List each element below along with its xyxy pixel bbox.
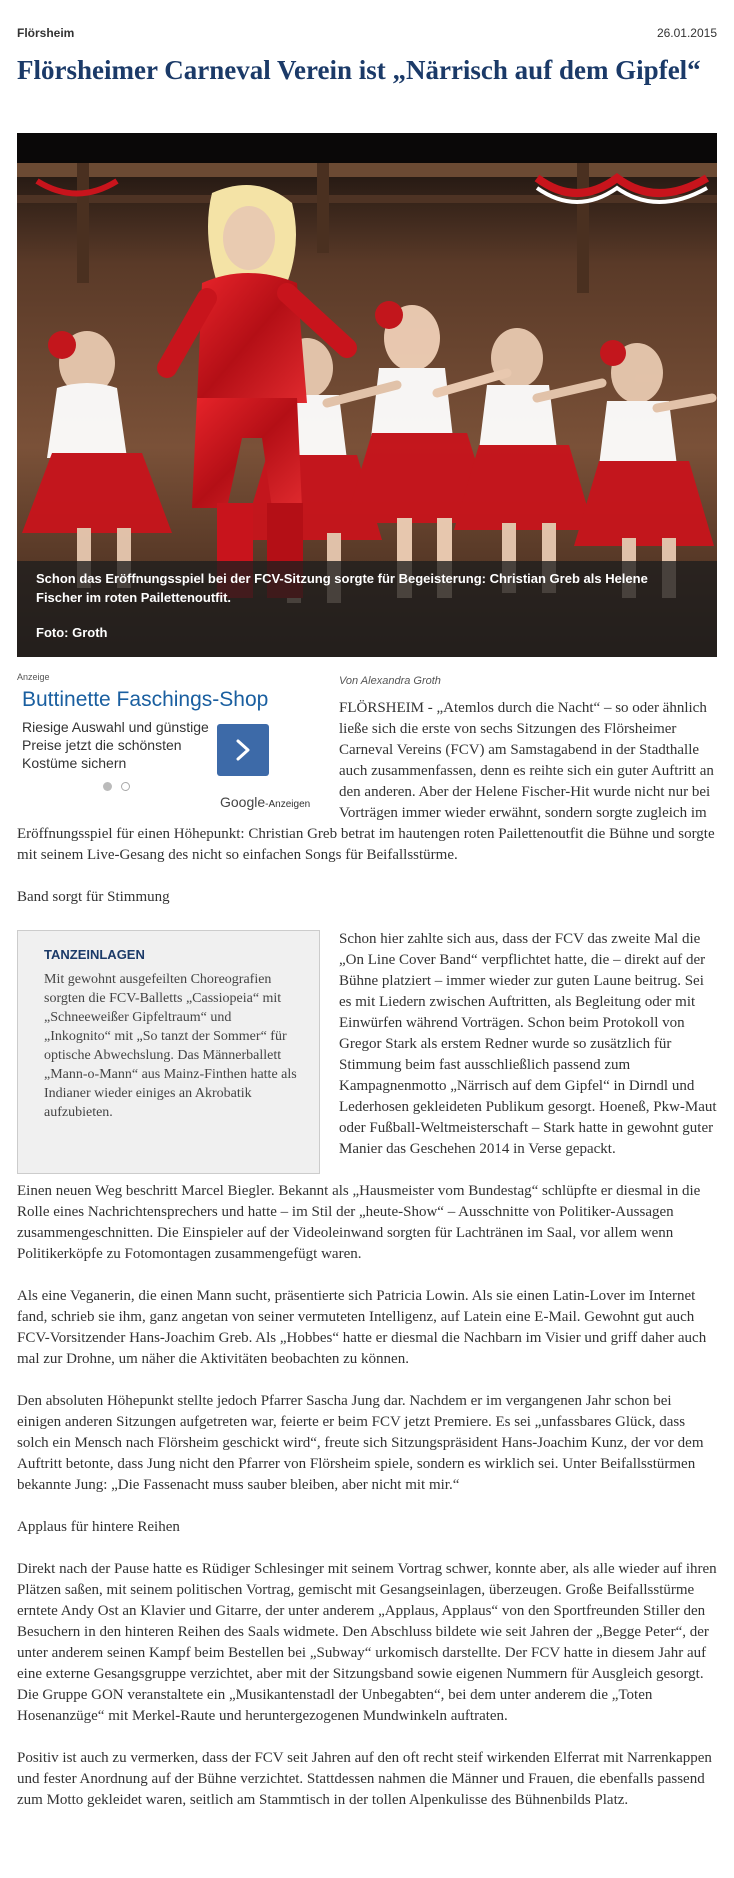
article-photo[interactable]: [17, 133, 717, 657]
article-body: [17, 698, 717, 1832]
article-paragraph: Den absoluten Höhepunkt stellte jedoch Pfarrer Sascha Jung dar. Nachdem er im vergangenen Jahr schon bei einigen anderen Sitzungen aufgetreten war, feierte er beim FCV jetzt Premiere. Es sei „unfassbares Glück, dass solch ein Mensch nach Flörsheim geschickt wird“, freute sich Sitzungspräsident Hans-Joachim Kunz, der vor dem Auftritt betonte, dass Jung nicht den Pfarrer von Flörsheim spiele, sondern es wirklich sei. Unter Beifallsstürmen bekannte Jung: „Die Fassenacht muss sauber bleiben, aber nicht mit mir.“: [17, 1393, 704, 1493]
photo-caption-bar: [17, 561, 717, 657]
publish-date: 26.01.2015: [656, 26, 717, 40]
photo-caption: Schon das Eröffnungsspiel bei der FCV-Sitzung sorgte für Begeisterung: Christian Greb als Helene Fischer im roten Pailettenoutfit.: [36, 571, 648, 605]
article-paragraph: Direkt nach der Pause hatte es Rüdiger Schlesinger mit seinem Vortrag schwer, konnte aber, als alle wieder auf ihren Plätzen saßen, mit seinem politischen Vortrag, gemischt mit Gesangseinlagen, überzeugen. Große Beifallsstürme erntete Andy Ost an Klavier und Gitarre, der unter anderem „Applaus, Applaus“ von den Sportfreunden Stiller den Besuchern in den hinteren Reihen des Saals widmete. Den Abschluss bildete wie seit Jahren der „Begge Peter“, der unter anderem seinen Kampf beim Bestellen bei „Subway“ urkomisch darstellte. Der FCV hatte in diesem Jahr auf eine externe Gesangsgruppe verzichtet, aber mit der Sitzungsband sowie eigenen Nummern für Ausgleich gesorgt. Die Gruppe GON veranstaltete ein „Musikantenstadl der Unbegabten“, bei dem unter anderem die „Toten Hosenanzüge“ mit Merkel-Raute und heruntergezogenen Mundwinkeln auftraten.: [17, 1561, 717, 1724]
article-byline: Von Alexandra Groth: [339, 675, 441, 687]
article-paragraph: Positiv ist auch zu vermerken, dass der FCV seit Jahren auf den oft recht steif wirkenden Elferrat mit Narrenkappen und fester Anordnung auf der Bühne verzichtet. Stattdessen nahmen die Männer und Frauen, die ebenfalls passend zum Motto gekleidet waren, seitlich am Stammtisch in der tollen Alpenkulisse des Bühnenbilds Platz.: [17, 1750, 712, 1808]
article-headline: Flörsheimer Carneval Verein ist „Närrisch auf dem Gipfel“: [17, 55, 701, 85]
infobox-text: Mit gewohnt ausgefeilten Choreografien sorgten die FCV-Balletts „Cassiopeia“ mit „Schneeweißer Gipfeltraum“ und „Inkognito“ mit „So tanzt der Sommer“ für optische Abwechslung. Das Männerballett „Mann-o-Mann“ aus Mainz-Finthen hatte als Indianer wieder einiges an Akrobatik aufzubieten.: [44, 972, 297, 1120]
location-label: Flörsheim: [17, 26, 75, 40]
ad-description[interactable]: Riesige Auswahl und günstige Preise jetzt die schönsten Kostüme sichern: [22, 719, 209, 771]
article-paragraph: Einen neuen Weg beschritt Marcel Biegler. Bekannt als „Hausmeister vom Bundestag“ schlüpfte er diesmal in die Rolle eines Nachrichtensprechers und hatte – im Stil der „heute-Show“ – Ausschnitte von Politiker-Aussagen zusammengeschnitten. Die Einspieler auf der Videoleinwand sorgten für Lachtränen im Saal, vor allem wenn Politikerköpfe zu Fotomontagen zusammengefügt waren.: [17, 1183, 701, 1262]
google-logo: Google: [220, 794, 266, 810]
ad-label: Anzeige: [17, 672, 50, 682]
infobox-title: TANZEINLAGEN: [44, 947, 145, 962]
article-paragraph: Als eine Veganerin, die einen Mann sucht, präsentierte sich Patricia Lowin. Als sie einen Latin-Lover im Internet fand, schrieb sie ihm, ganz angetan von seiner vermuteten Intelligenz, auf Latein eine E-Mail. Gewohnt gut auch FCV-Vorsitzender Hans-Joachim Greb. Als „Hobbes“ hatte er diesmal die Nachbarn im Visier und griff daher auch mal zur Drohne, um näher die Aktivitäten beobachten zu können.: [17, 1288, 707, 1367]
article-subheading: Applaus für hintere Reihen: [17, 1519, 180, 1535]
article-paragraph: FLÖRSHEIM - „Atemlos durch die Nacht“ – so oder ähnlich ließe sich die erste von sechs Sitzungen des Flörsheimer Carneval Vereins (FCV) am Samstagabend in der Stadthalle auch zusammenfassen, denn es reihte sich ein guter Auftritt an den anderen. Aber der Helene Fischer-Hit wurde nicht nur bei Vorträgen immer wieder erwähnt, sondern sorgte zugleich im Eröffnungsspiel für einen Höhepunkt: Christian Greb betrat im hautengen roten Pailettenoutfit die Bühne und sorgte mit seinem Live-Gesang des nicht so einfachen Songs für Beifallsstürme.: [17, 700, 715, 863]
infobox: [17, 930, 320, 1174]
infobox-wrapper: [17, 930, 339, 1180]
article-paragraph: Schon hier zahlte sich aus, dass der FCV das zweite Mal die „On Line Cover Band“ verpflichtet hatte, die – direkt auf der Bühne platziert – immer wieder zur guten Laune beitrug. Sei es mit Liedern zwischen Auftritten, als Begleitung oder mit Einwürfen während Vorträgen. Schon beim Protokoll von Gregor Stark als erstem Redner wurde so zusätzlich für Stimmung beim fast ausschließlich passend zum Kampagnenmotto „Närrisch auf dem Gipfel“ in Dirndl und Lederhosen gekleideten Publikum gesorgt. Hoeneß, Pkw-Maut oder Fußball-Weltmeisterschaft – Stark hatte in gewohnt guter Manier das Geschehen 2014 in Verse gepackt.: [339, 931, 717, 1157]
photo-credit: Foto: Groth: [36, 625, 108, 640]
article-subheading: Band sorgt für Stimmung: [17, 889, 170, 905]
ad-title-link[interactable]: Buttinette Faschings-Shop: [22, 688, 269, 711]
ad-provider-suffix: -Anzeigen: [265, 799, 311, 810]
ad-spacer: [17, 698, 339, 820]
